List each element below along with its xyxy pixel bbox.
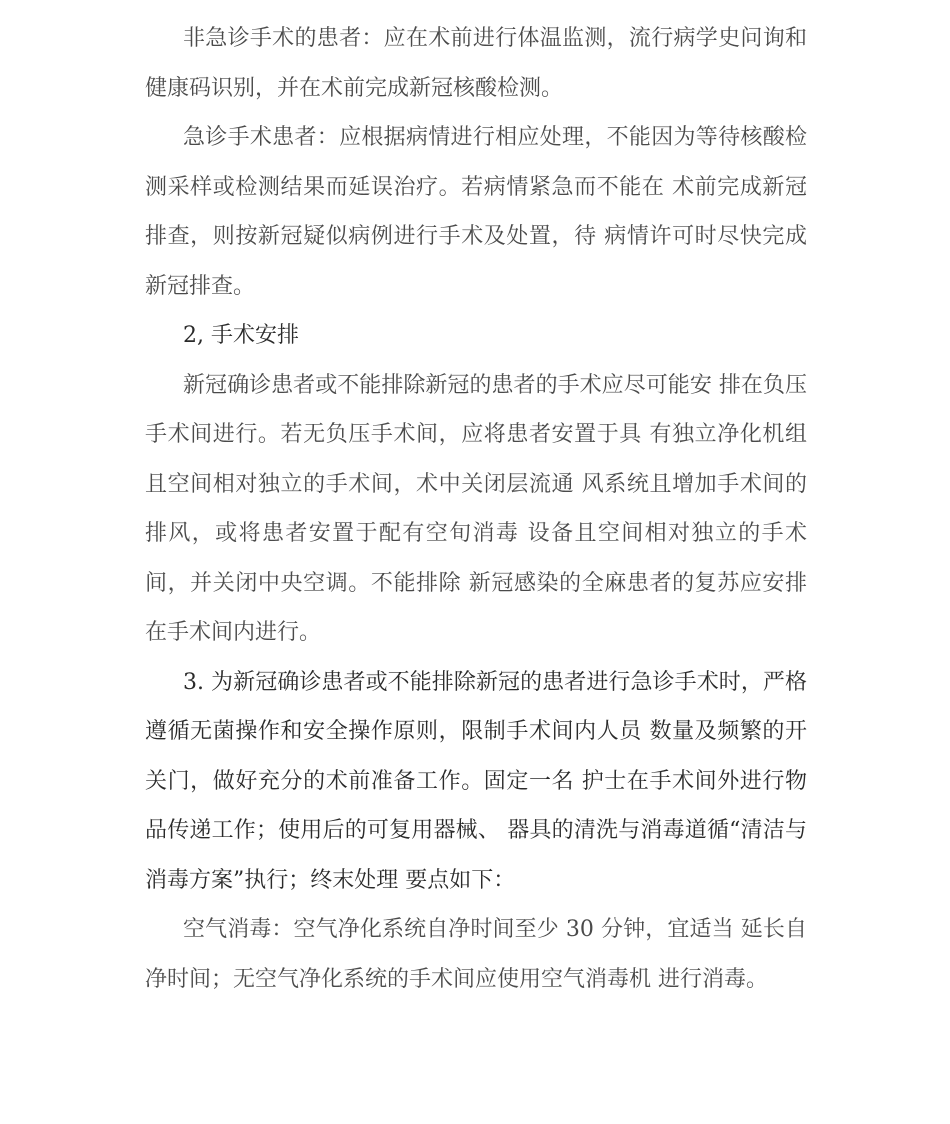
section-heading-surgery-arrangement: 2, 手术安排 [183, 323, 299, 348]
paragraph-emergency-patients: 急诊手术患者：应根据病情进行相应处理，不能因为等待核酸检测采样或检测结果而延误治疗。若病情紧急而不能在 术前完成新冠排查，则按新冠疑似病例进行手术及处置，待 病情许可时尽快完成新冠排查。 [145, 125, 807, 299]
paragraph-air-disinfection: 空气消毒：空气净化系统自净时间至少 30 分钟，宜适当 延长自净时间；无空气净化系统的手术间应使用空气消毒机 进行消毒。 [145, 917, 807, 992]
document-body [145, 14, 807, 1004]
paragraph-non-emergency-patients: 非急诊手术的患者：应在术前进行体温监测，流行病学史问询和健康码识别，并在术前完成新冠核酸检测。 [145, 26, 807, 101]
paragraph-surgery-arrangement: 新冠确诊患者或不能排除新冠的患者的手术应尽可能安 排在负压手术间进行。若无负压手术间，应将患者安置于具 有独立净化机组且空间相对独立的手术间，术中关闭层流通 风系统且增加手术间的排风，或将患者安置于配有空旬消毒 设备且空间相对独立的手术间，并关闭中央空调。不能排除 新冠感染的全麻患者的复苏应安排在手术间内进行。 [145, 372, 807, 645]
paragraph-emergency-surgery-procedure: 3. 为新冠确诊患者或不能排除新冠的患者进行急诊手术时，严格遵循无菌操作和安全操作原则，限制手术间内人员 数量及频繁的开关门，做好充分的术前准备工作。固定一名 护士在手术间外进行物品传递工作；使用后的可复用器械、 器具的清洗与消毒道循“清洁与消毒方案”执行；终末处理 要点如下： [145, 669, 807, 893]
